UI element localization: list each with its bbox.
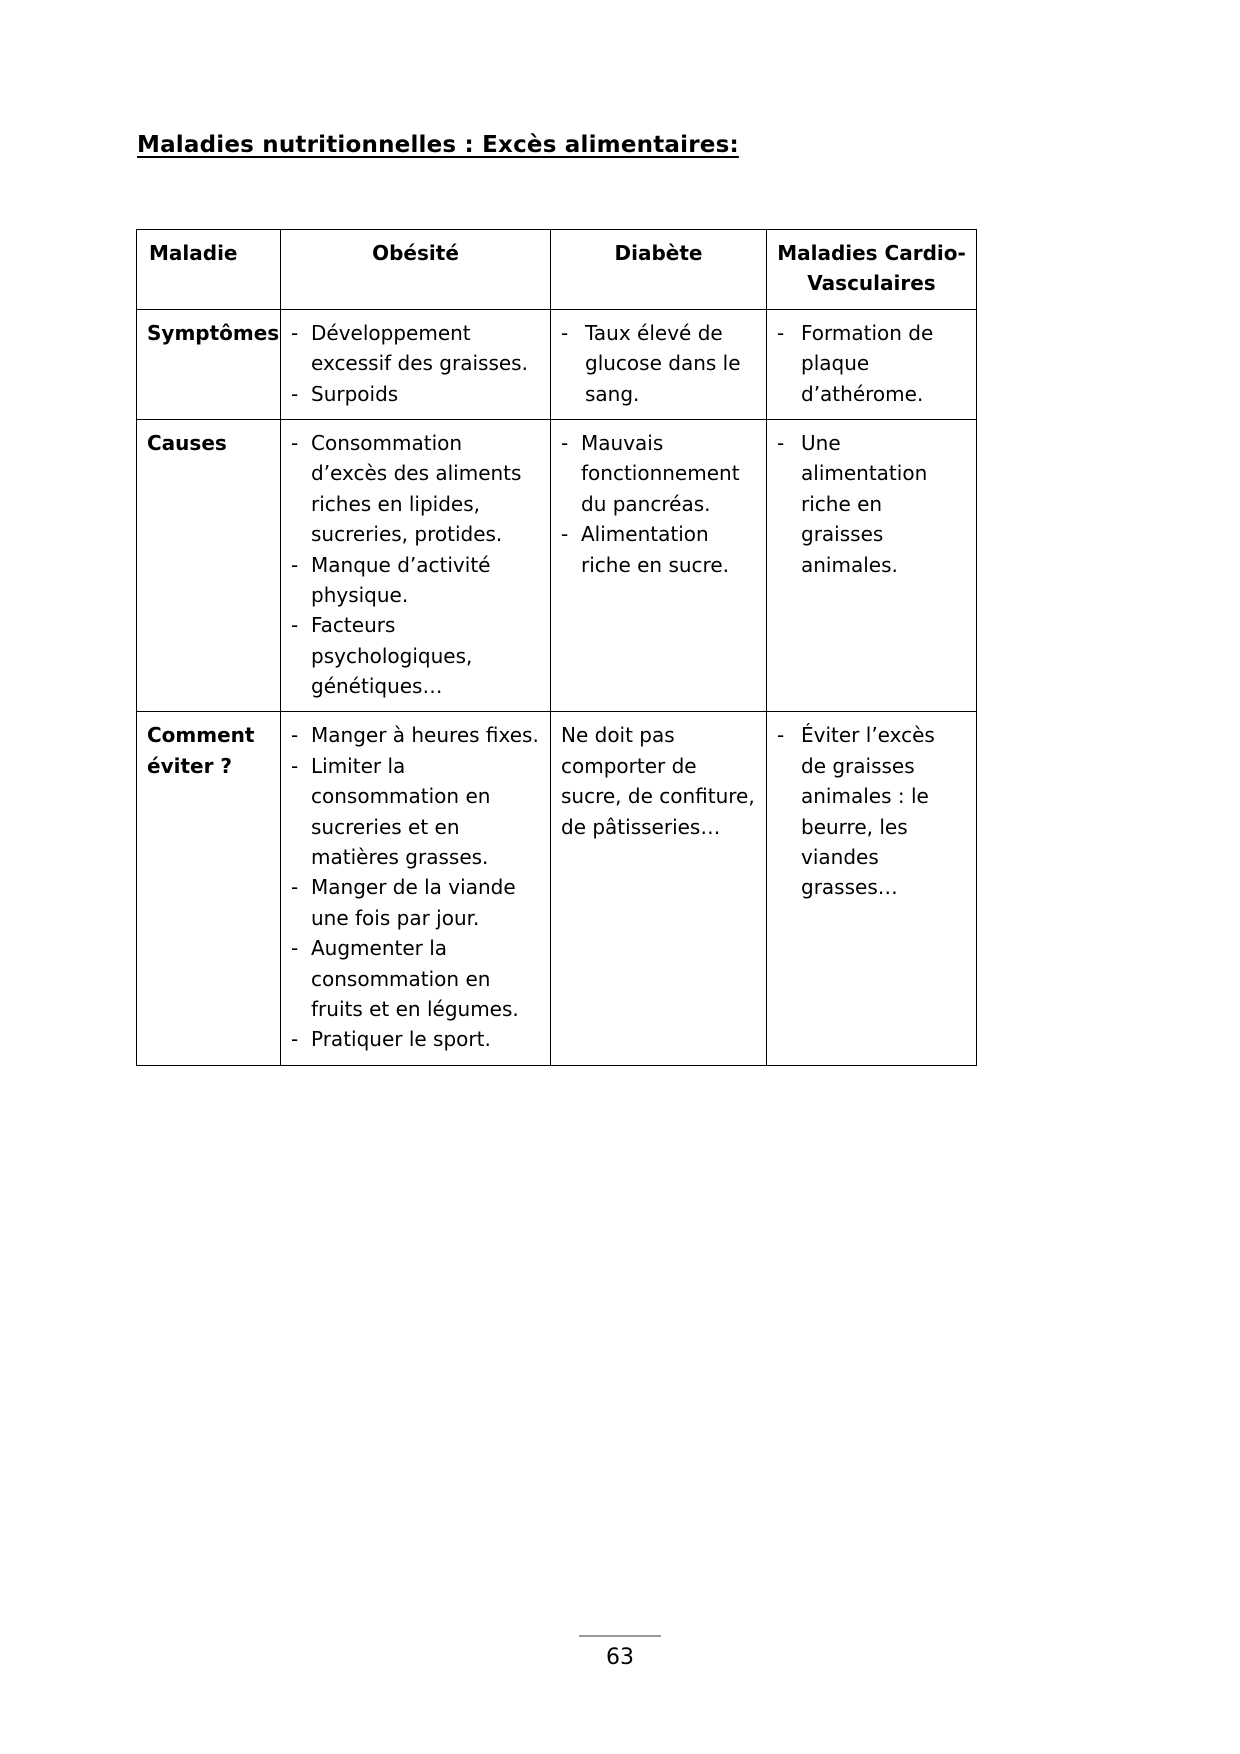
- cell-causes-diabete: [551, 419, 767, 712]
- list-item-text: Consommation d’excès des aliments riches en lipides, sucreries, protides.: [311, 430, 522, 547]
- list-item: [561, 318, 756, 409]
- list-item-text: Développement excessif des graisses.: [311, 320, 528, 376]
- list-item-text: Mauvais fonctionnement du pancréas.: [581, 430, 740, 516]
- list-item-text: Éviter l’excès de graisses animales : le beurre, les viandes grasses…: [801, 723, 935, 900]
- page-footer: [0, 1635, 1240, 1670]
- header-obesite: Obésité: [281, 230, 551, 310]
- list-item: [291, 610, 540, 701]
- dash-marker: -: [291, 613, 299, 638]
- list-item: [561, 428, 756, 519]
- dash-marker: -: [291, 320, 299, 345]
- nutrition-comparison-table: [136, 229, 977, 1066]
- page-number: 63: [606, 1644, 634, 1670]
- cell-eviter-cardio: [767, 712, 977, 1065]
- dash-marker: -: [291, 875, 299, 900]
- cell-symptomes-diabete: [551, 309, 767, 419]
- cell-causes-cardio: [767, 419, 977, 712]
- cell-causes-obesite: [281, 419, 551, 712]
- list-item-text: Manque d’activité physique.: [311, 552, 491, 607]
- list-item: [291, 933, 540, 1024]
- list-item-text: Manger à heures fixes.: [311, 723, 539, 748]
- list-item: [291, 318, 540, 379]
- list-item-text: Formation de plaque d’athérome.: [801, 320, 934, 406]
- row-label-comment-eviter: Comment éviter ?: [137, 712, 281, 1065]
- list-item: [291, 428, 540, 550]
- row-label-symptomes: Symptômes: [137, 309, 281, 419]
- table-header-row: [137, 230, 977, 310]
- dash-marker: -: [291, 936, 299, 961]
- list-item-text: Taux élevé de glucose dans le sang.: [585, 320, 741, 406]
- cell-eviter-obesite: [281, 712, 551, 1065]
- list-item-text: Facteurs psychologiques, génétiques…: [311, 613, 473, 699]
- dash-marker: -: [777, 723, 785, 748]
- list-item: [291, 872, 540, 933]
- row-label-causes: Causes: [137, 419, 281, 712]
- dash-marker: -: [777, 320, 785, 345]
- list-item: [291, 1024, 540, 1054]
- cell-symptomes-obesite: [281, 309, 551, 419]
- dash-marker: -: [291, 1027, 299, 1052]
- list-item: [291, 379, 540, 409]
- list-item-text: Surpoids: [311, 381, 399, 406]
- footer-rule: [579, 1635, 661, 1637]
- list-item: [777, 720, 966, 902]
- dash-marker: -: [291, 381, 299, 406]
- dash-marker: -: [291, 430, 299, 455]
- dash-marker: -: [561, 430, 569, 455]
- dash-marker: -: [291, 723, 299, 748]
- list-item: [291, 720, 540, 750]
- header-cardio: Maladies Cardio-Vasculaires: [767, 230, 977, 310]
- list-item-text: Manger de la viande une fois par jour.: [311, 875, 516, 930]
- list-item: [777, 318, 966, 409]
- dash-marker: -: [291, 552, 299, 577]
- list-item-text: Alimentation riche en sucre.: [581, 522, 729, 577]
- list-item: [777, 428, 966, 580]
- dash-marker: -: [291, 753, 299, 778]
- cell-eviter-diabete: [551, 712, 767, 1065]
- table-row: [137, 309, 977, 419]
- page-title: Maladies nutritionnelles : Excès alimentaires:: [137, 132, 739, 158]
- list-item: [561, 519, 756, 580]
- dash-marker: -: [561, 320, 569, 345]
- list-item-text: Limiter la consommation en sucreries et en matières grasses.: [311, 753, 491, 870]
- list-item: [291, 751, 540, 873]
- dash-marker: -: [561, 522, 569, 547]
- list-item-text: Pratiquer le sport.: [311, 1027, 491, 1052]
- list-item-text: Augmenter la consommation en fruits et en légumes.: [311, 936, 519, 1021]
- cell-symptomes-cardio: [767, 309, 977, 419]
- table-row: [137, 712, 977, 1065]
- dash-marker: -: [777, 430, 785, 455]
- list-item: [291, 550, 540, 611]
- table-row: [137, 419, 977, 712]
- cell-text: Ne doit pas comporter de sucre, de confiture, de pâtisseries…: [561, 723, 755, 839]
- header-maladie: Maladie: [137, 230, 281, 310]
- header-diabete: Diabète: [551, 230, 767, 310]
- list-item-text: Une alimentation riche en graisses animales.: [801, 430, 928, 577]
